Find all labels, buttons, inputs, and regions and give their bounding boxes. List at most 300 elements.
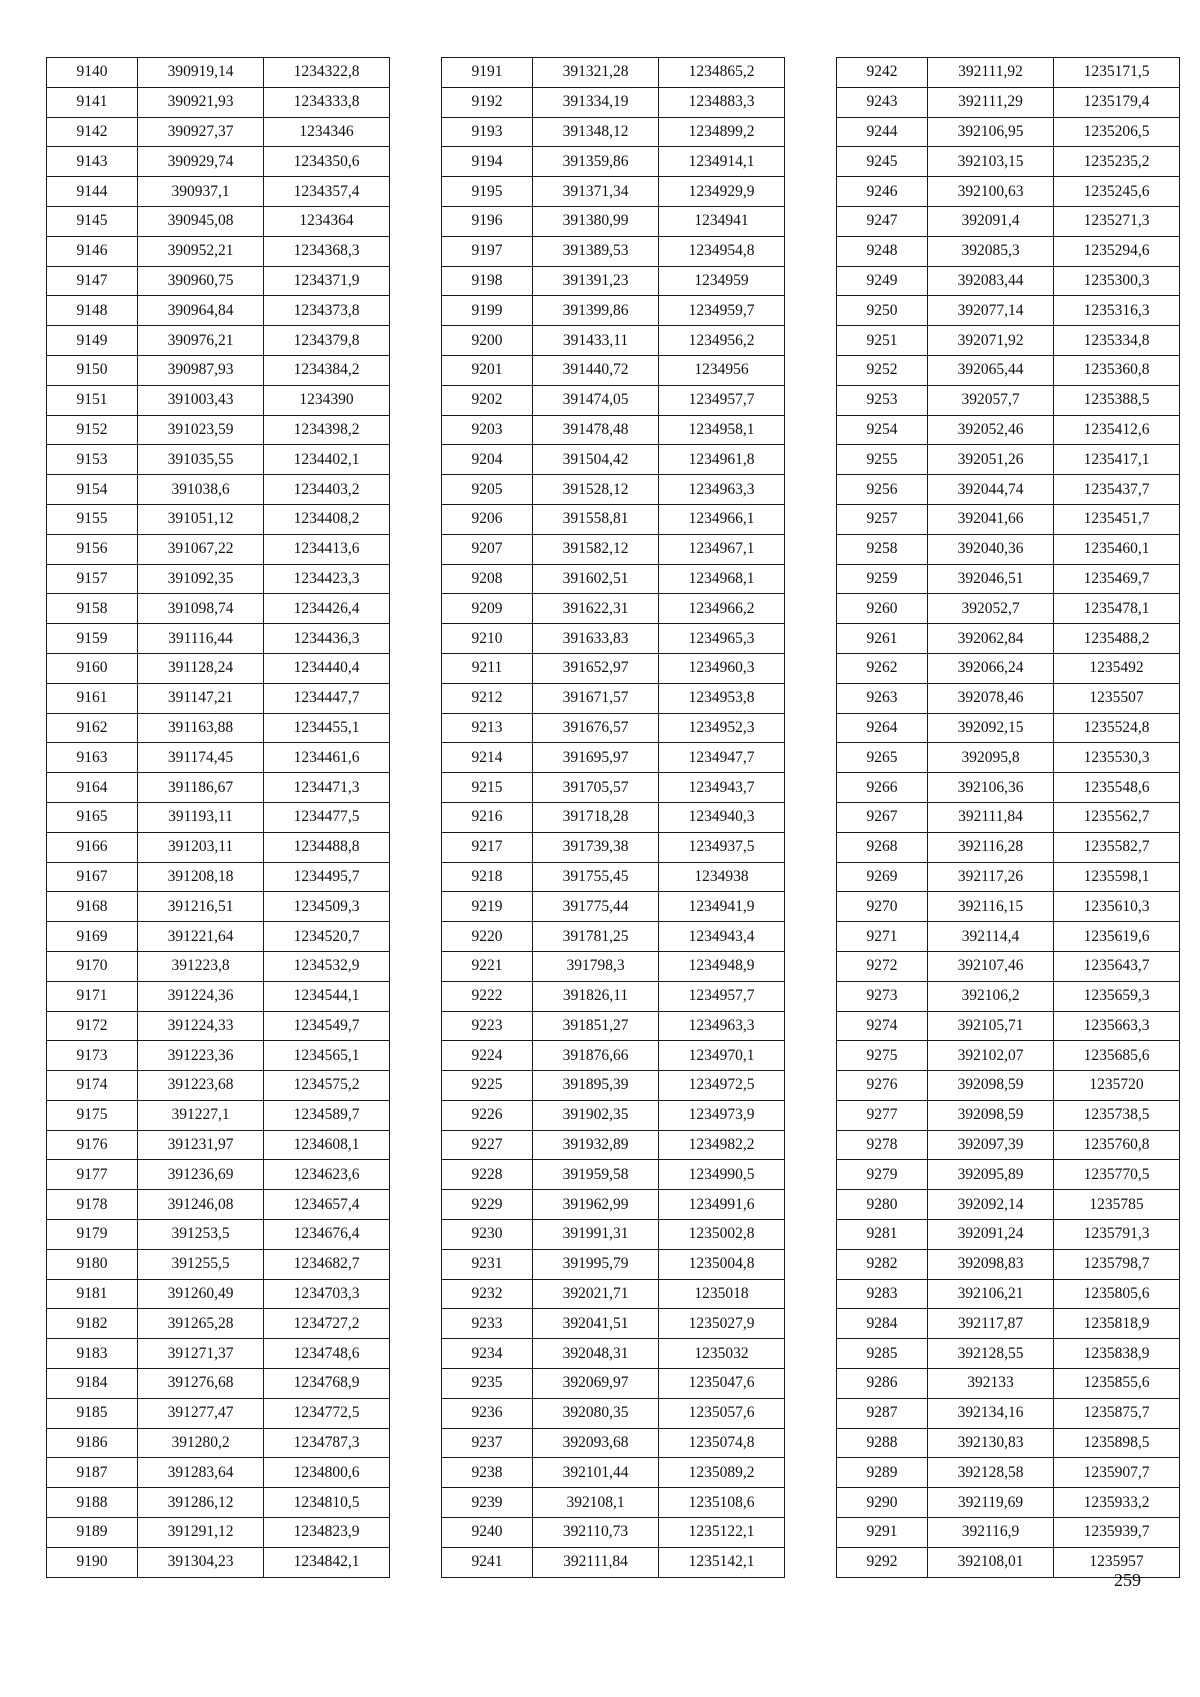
y-coordinate-cell: 1234544,1 xyxy=(264,981,390,1011)
y-coordinate-cell: 1235507 xyxy=(1054,683,1180,713)
y-coordinate-cell: 1235907,7 xyxy=(1054,1458,1180,1488)
point-number-cell: 9190 xyxy=(47,1547,138,1577)
table-row xyxy=(837,594,1180,624)
y-coordinate-cell: 1234461,6 xyxy=(264,743,390,773)
y-coordinate-cell: 1234961,8 xyxy=(659,445,785,475)
y-coordinate-cell: 1234373,8 xyxy=(264,296,390,326)
y-coordinate-cell: 1235271,3 xyxy=(1054,206,1180,236)
y-coordinate-cell: 1234565,1 xyxy=(264,1041,390,1071)
y-coordinate-cell: 1235685,6 xyxy=(1054,1041,1180,1071)
y-coordinate-cell: 1235530,3 xyxy=(1054,743,1180,773)
point-number-cell: 9160 xyxy=(47,653,138,683)
table-row xyxy=(442,683,785,713)
point-number-cell: 9171 xyxy=(47,981,138,1011)
y-coordinate-cell: 1235562,7 xyxy=(1054,802,1180,832)
table-row xyxy=(442,564,785,594)
table-row xyxy=(442,236,785,266)
y-coordinate-cell: 1234455,1 xyxy=(264,713,390,743)
point-number-cell: 9188 xyxy=(47,1488,138,1518)
y-coordinate-cell: 1235524,8 xyxy=(1054,713,1180,743)
x-coordinate-cell: 391193,11 xyxy=(138,802,264,832)
y-coordinate-cell: 1235388,5 xyxy=(1054,385,1180,415)
x-coordinate-cell: 392098,83 xyxy=(928,1249,1054,1279)
point-number-cell: 9226 xyxy=(442,1100,533,1130)
x-coordinate-cell: 391023,59 xyxy=(138,415,264,445)
table-row xyxy=(442,1339,785,1369)
y-coordinate-cell: 1234966,2 xyxy=(659,594,785,624)
point-number-cell: 9221 xyxy=(442,951,533,981)
y-coordinate-cell: 1234426,4 xyxy=(264,594,390,624)
y-coordinate-cell: 1235316,3 xyxy=(1054,296,1180,326)
table-row xyxy=(837,236,1180,266)
point-number-cell: 9233 xyxy=(442,1309,533,1339)
y-coordinate-cell: 1234954,8 xyxy=(659,236,785,266)
table-row xyxy=(442,1160,785,1190)
table-row xyxy=(47,504,390,534)
table-row xyxy=(442,1041,785,1071)
table-row xyxy=(837,177,1180,207)
x-coordinate-cell: 391705,57 xyxy=(533,773,659,803)
point-number-cell: 9264 xyxy=(837,713,928,743)
table-row xyxy=(47,1488,390,1518)
x-coordinate-cell: 392041,66 xyxy=(928,504,1054,534)
point-number-cell: 9176 xyxy=(47,1130,138,1160)
y-coordinate-cell: 1234471,3 xyxy=(264,773,390,803)
y-coordinate-cell: 1234937,5 xyxy=(659,832,785,862)
table-row xyxy=(837,1190,1180,1220)
x-coordinate-cell: 391676,57 xyxy=(533,713,659,743)
table-row xyxy=(47,296,390,326)
y-coordinate-cell: 1234575,2 xyxy=(264,1071,390,1101)
x-coordinate-cell: 392095,8 xyxy=(928,743,1054,773)
y-coordinate-cell: 1234957,7 xyxy=(659,385,785,415)
table-row xyxy=(47,355,390,385)
y-coordinate-cell: 1235245,6 xyxy=(1054,177,1180,207)
x-coordinate-cell: 391253,5 xyxy=(138,1220,264,1250)
table-row xyxy=(47,1398,390,1428)
table-row xyxy=(442,981,785,1011)
y-coordinate-cell: 1234865,2 xyxy=(659,58,785,88)
point-number-cell: 9178 xyxy=(47,1190,138,1220)
x-coordinate-cell: 392040,36 xyxy=(928,534,1054,564)
y-coordinate-cell: 1235108,6 xyxy=(659,1488,785,1518)
table-row xyxy=(442,713,785,743)
y-coordinate-cell: 1234982,2 xyxy=(659,1130,785,1160)
table-row xyxy=(442,296,785,326)
table-row xyxy=(47,87,390,117)
y-coordinate-cell: 1235004,8 xyxy=(659,1249,785,1279)
x-coordinate-cell: 391067,22 xyxy=(138,534,264,564)
x-coordinate-cell: 390921,93 xyxy=(138,87,264,117)
table-row xyxy=(837,326,1180,356)
y-coordinate-cell: 1234403,2 xyxy=(264,475,390,505)
x-coordinate-cell: 391276,68 xyxy=(138,1369,264,1399)
table-row xyxy=(837,564,1180,594)
point-number-cell: 9152 xyxy=(47,415,138,445)
point-number-cell: 9192 xyxy=(442,87,533,117)
y-coordinate-cell: 1235437,7 xyxy=(1054,475,1180,505)
x-coordinate-cell: 391223,68 xyxy=(138,1071,264,1101)
x-coordinate-cell: 392133 xyxy=(928,1369,1054,1399)
point-number-cell: 9279 xyxy=(837,1160,928,1190)
y-coordinate-cell: 1235478,1 xyxy=(1054,594,1180,624)
x-coordinate-cell: 392097,39 xyxy=(928,1130,1054,1160)
x-coordinate-cell: 391231,97 xyxy=(138,1130,264,1160)
point-number-cell: 9244 xyxy=(837,117,928,147)
y-coordinate-cell: 1234800,6 xyxy=(264,1458,390,1488)
x-coordinate-cell: 392119,69 xyxy=(928,1488,1054,1518)
point-number-cell: 9159 xyxy=(47,624,138,654)
table-row xyxy=(47,236,390,266)
y-coordinate-cell: 1234968,1 xyxy=(659,564,785,594)
y-coordinate-cell: 1234402,1 xyxy=(264,445,390,475)
point-number-cell: 9213 xyxy=(442,713,533,743)
table-row xyxy=(837,1398,1180,1428)
point-number-cell: 9257 xyxy=(837,504,928,534)
table-row xyxy=(47,415,390,445)
point-number-cell: 9247 xyxy=(837,206,928,236)
point-number-cell: 9140 xyxy=(47,58,138,88)
x-coordinate-cell: 391304,23 xyxy=(138,1547,264,1577)
x-coordinate-cell: 392116,15 xyxy=(928,892,1054,922)
table-row xyxy=(47,1339,390,1369)
x-coordinate-cell: 391359,86 xyxy=(533,147,659,177)
x-coordinate-cell: 392098,59 xyxy=(928,1100,1054,1130)
x-coordinate-cell: 392085,3 xyxy=(928,236,1054,266)
point-number-cell: 9227 xyxy=(442,1130,533,1160)
point-number-cell: 9197 xyxy=(442,236,533,266)
table-row xyxy=(837,1220,1180,1250)
table-row xyxy=(47,1428,390,1458)
point-number-cell: 9262 xyxy=(837,653,928,683)
y-coordinate-cell: 1235659,3 xyxy=(1054,981,1180,1011)
x-coordinate-cell: 391291,12 xyxy=(138,1518,264,1548)
x-coordinate-cell: 391622,31 xyxy=(533,594,659,624)
table-row xyxy=(837,1071,1180,1101)
x-coordinate-cell: 391902,35 xyxy=(533,1100,659,1130)
x-coordinate-cell: 392044,74 xyxy=(928,475,1054,505)
point-number-cell: 9156 xyxy=(47,534,138,564)
y-coordinate-cell: 1234623,6 xyxy=(264,1160,390,1190)
x-coordinate-cell: 391528,12 xyxy=(533,475,659,505)
table-row xyxy=(442,1458,785,1488)
point-number-cell: 9202 xyxy=(442,385,533,415)
y-coordinate-cell: 1234682,7 xyxy=(264,1249,390,1279)
table-row xyxy=(442,475,785,505)
table-row xyxy=(837,266,1180,296)
y-coordinate-cell: 1234350,6 xyxy=(264,147,390,177)
x-coordinate-cell: 391633,83 xyxy=(533,624,659,654)
x-coordinate-cell: 392128,58 xyxy=(928,1458,1054,1488)
x-coordinate-cell: 391203,11 xyxy=(138,832,264,862)
y-coordinate-cell: 1235206,5 xyxy=(1054,117,1180,147)
table-row xyxy=(837,981,1180,1011)
table-row xyxy=(47,624,390,654)
coordinates-table-2 xyxy=(441,57,785,1578)
point-number-cell: 9223 xyxy=(442,1011,533,1041)
y-coordinate-cell: 1234960,3 xyxy=(659,653,785,683)
point-number-cell: 9195 xyxy=(442,177,533,207)
table-row xyxy=(442,1309,785,1339)
table-row xyxy=(442,58,785,88)
point-number-cell: 9254 xyxy=(837,415,928,445)
point-number-cell: 9177 xyxy=(47,1160,138,1190)
x-coordinate-cell: 392106,95 xyxy=(928,117,1054,147)
x-coordinate-cell: 391474,05 xyxy=(533,385,659,415)
point-number-cell: 9216 xyxy=(442,802,533,832)
table-row xyxy=(837,385,1180,415)
y-coordinate-cell: 1234957,7 xyxy=(659,981,785,1011)
table-row xyxy=(442,415,785,445)
point-number-cell: 9292 xyxy=(837,1547,928,1577)
point-number-cell: 9237 xyxy=(442,1428,533,1458)
point-number-cell: 9268 xyxy=(837,832,928,862)
table-row xyxy=(837,743,1180,773)
table-row xyxy=(442,326,785,356)
y-coordinate-cell: 1234549,7 xyxy=(264,1011,390,1041)
x-coordinate-cell: 392098,59 xyxy=(928,1071,1054,1101)
x-coordinate-cell: 390987,93 xyxy=(138,355,264,385)
point-number-cell: 9174 xyxy=(47,1071,138,1101)
x-coordinate-cell: 390927,37 xyxy=(138,117,264,147)
table-row xyxy=(47,1160,390,1190)
x-coordinate-cell: 390960,75 xyxy=(138,266,264,296)
y-coordinate-cell: 1234520,7 xyxy=(264,922,390,952)
point-number-cell: 9291 xyxy=(837,1518,928,1548)
table-row xyxy=(837,1100,1180,1130)
point-number-cell: 9258 xyxy=(837,534,928,564)
y-coordinate-cell: 1234509,3 xyxy=(264,892,390,922)
point-number-cell: 9283 xyxy=(837,1279,928,1309)
point-number-cell: 9234 xyxy=(442,1339,533,1369)
table-row xyxy=(47,1130,390,1160)
x-coordinate-cell: 391798,3 xyxy=(533,951,659,981)
x-coordinate-cell: 392052,46 xyxy=(928,415,1054,445)
y-coordinate-cell: 1235663,3 xyxy=(1054,1011,1180,1041)
table-row xyxy=(47,147,390,177)
point-number-cell: 9282 xyxy=(837,1249,928,1279)
point-number-cell: 9289 xyxy=(837,1458,928,1488)
table-row xyxy=(442,922,785,952)
x-coordinate-cell: 392108,01 xyxy=(928,1547,1054,1577)
point-number-cell: 9161 xyxy=(47,683,138,713)
y-coordinate-cell: 1235738,5 xyxy=(1054,1100,1180,1130)
point-number-cell: 9288 xyxy=(837,1428,928,1458)
y-coordinate-cell: 1234322,8 xyxy=(264,58,390,88)
x-coordinate-cell: 391959,58 xyxy=(533,1160,659,1190)
y-coordinate-cell: 1234589,7 xyxy=(264,1100,390,1130)
table-row xyxy=(442,206,785,236)
y-coordinate-cell: 1235294,6 xyxy=(1054,236,1180,266)
table-row xyxy=(837,206,1180,236)
y-coordinate-cell: 1235760,8 xyxy=(1054,1130,1180,1160)
point-number-cell: 9204 xyxy=(442,445,533,475)
y-coordinate-cell: 1235089,2 xyxy=(659,1458,785,1488)
table-row xyxy=(837,504,1180,534)
y-coordinate-cell: 1235171,5 xyxy=(1054,58,1180,88)
y-coordinate-cell: 1234970,1 xyxy=(659,1041,785,1071)
y-coordinate-cell: 1234379,8 xyxy=(264,326,390,356)
x-coordinate-cell: 391389,53 xyxy=(533,236,659,266)
x-coordinate-cell: 392048,31 xyxy=(533,1339,659,1369)
y-coordinate-cell: 1235933,2 xyxy=(1054,1488,1180,1518)
point-number-cell: 9170 xyxy=(47,951,138,981)
x-coordinate-cell: 392091,4 xyxy=(928,206,1054,236)
point-number-cell: 9194 xyxy=(442,147,533,177)
coordinates-table-3 xyxy=(836,57,1180,1578)
point-number-cell: 9285 xyxy=(837,1339,928,1369)
table-row xyxy=(47,1547,390,1577)
y-coordinate-cell: 1234956,2 xyxy=(659,326,785,356)
y-coordinate-cell: 1235598,1 xyxy=(1054,862,1180,892)
y-coordinate-cell: 1234991,6 xyxy=(659,1190,785,1220)
x-coordinate-cell: 391558,81 xyxy=(533,504,659,534)
x-coordinate-cell: 391221,64 xyxy=(138,922,264,952)
y-coordinate-cell: 1235300,3 xyxy=(1054,266,1180,296)
point-number-cell: 9146 xyxy=(47,236,138,266)
point-number-cell: 9175 xyxy=(47,1100,138,1130)
table-row xyxy=(442,892,785,922)
y-coordinate-cell: 1235770,5 xyxy=(1054,1160,1180,1190)
y-coordinate-cell: 1234364 xyxy=(264,206,390,236)
point-number-cell: 9158 xyxy=(47,594,138,624)
point-number-cell: 9273 xyxy=(837,981,928,1011)
x-coordinate-cell: 391478,48 xyxy=(533,415,659,445)
x-coordinate-cell: 390976,21 xyxy=(138,326,264,356)
y-coordinate-cell: 1234883,3 xyxy=(659,87,785,117)
x-coordinate-cell: 392111,84 xyxy=(533,1547,659,1577)
x-coordinate-cell: 391826,11 xyxy=(533,981,659,1011)
table-row xyxy=(837,415,1180,445)
table-row xyxy=(442,624,785,654)
point-number-cell: 9141 xyxy=(47,87,138,117)
x-coordinate-cell: 392069,97 xyxy=(533,1369,659,1399)
table-row xyxy=(47,564,390,594)
x-coordinate-cell: 391035,55 xyxy=(138,445,264,475)
table-row xyxy=(442,1547,785,1577)
table-row xyxy=(837,1369,1180,1399)
point-number-cell: 9219 xyxy=(442,892,533,922)
point-number-cell: 9287 xyxy=(837,1398,928,1428)
x-coordinate-cell: 392107,46 xyxy=(928,951,1054,981)
x-coordinate-cell: 391399,86 xyxy=(533,296,659,326)
y-coordinate-cell: 1234495,7 xyxy=(264,862,390,892)
point-number-cell: 9281 xyxy=(837,1220,928,1250)
y-coordinate-cell: 1234787,3 xyxy=(264,1428,390,1458)
y-coordinate-cell: 1235032 xyxy=(659,1339,785,1369)
table-row xyxy=(47,1309,390,1339)
y-coordinate-cell: 1234447,7 xyxy=(264,683,390,713)
table-row xyxy=(837,147,1180,177)
point-number-cell: 9173 xyxy=(47,1041,138,1071)
point-number-cell: 9200 xyxy=(442,326,533,356)
x-coordinate-cell: 392071,92 xyxy=(928,326,1054,356)
table-row xyxy=(837,802,1180,832)
point-number-cell: 9201 xyxy=(442,355,533,385)
x-coordinate-cell: 391433,11 xyxy=(533,326,659,356)
point-number-cell: 9277 xyxy=(837,1100,928,1130)
table-row xyxy=(47,1458,390,1488)
x-coordinate-cell: 391098,74 xyxy=(138,594,264,624)
y-coordinate-cell: 1235018 xyxy=(659,1279,785,1309)
x-coordinate-cell: 391051,12 xyxy=(138,504,264,534)
table-row xyxy=(47,177,390,207)
y-coordinate-cell: 1234943,7 xyxy=(659,773,785,803)
x-coordinate-cell: 391227,1 xyxy=(138,1100,264,1130)
x-coordinate-cell: 392051,26 xyxy=(928,445,1054,475)
point-number-cell: 9236 xyxy=(442,1398,533,1428)
x-coordinate-cell: 391851,27 xyxy=(533,1011,659,1041)
point-number-cell: 9212 xyxy=(442,683,533,713)
y-coordinate-cell: 1234973,9 xyxy=(659,1100,785,1130)
table-row xyxy=(442,832,785,862)
point-number-cell: 9143 xyxy=(47,147,138,177)
x-coordinate-cell: 391208,18 xyxy=(138,862,264,892)
y-coordinate-cell: 1235818,9 xyxy=(1054,1309,1180,1339)
point-number-cell: 9263 xyxy=(837,683,928,713)
table-row xyxy=(47,1220,390,1250)
y-coordinate-cell: 1234959,7 xyxy=(659,296,785,326)
y-coordinate-cell: 1235074,8 xyxy=(659,1428,785,1458)
table-row xyxy=(442,1518,785,1548)
table-row xyxy=(442,951,785,981)
y-coordinate-cell: 1235957 xyxy=(1054,1547,1180,1577)
table-row xyxy=(47,326,390,356)
point-number-cell: 9220 xyxy=(442,922,533,952)
x-coordinate-cell: 390952,21 xyxy=(138,236,264,266)
table-row xyxy=(442,177,785,207)
point-number-cell: 9275 xyxy=(837,1041,928,1071)
table-row xyxy=(837,653,1180,683)
x-coordinate-cell: 391280,2 xyxy=(138,1428,264,1458)
table-row xyxy=(47,951,390,981)
x-coordinate-cell: 391348,12 xyxy=(533,117,659,147)
x-coordinate-cell: 391695,97 xyxy=(533,743,659,773)
table-row xyxy=(47,773,390,803)
y-coordinate-cell: 1235360,8 xyxy=(1054,355,1180,385)
y-coordinate-cell: 1234488,8 xyxy=(264,832,390,862)
x-coordinate-cell: 391116,44 xyxy=(138,624,264,654)
x-coordinate-cell: 391991,31 xyxy=(533,1220,659,1250)
x-coordinate-cell: 392110,73 xyxy=(533,1518,659,1548)
x-coordinate-cell: 391739,38 xyxy=(533,832,659,862)
table-row xyxy=(47,1011,390,1041)
point-number-cell: 9230 xyxy=(442,1220,533,1250)
x-coordinate-cell: 391652,97 xyxy=(533,653,659,683)
table-row xyxy=(442,1220,785,1250)
point-number-cell: 9157 xyxy=(47,564,138,594)
point-number-cell: 9169 xyxy=(47,922,138,952)
point-number-cell: 9210 xyxy=(442,624,533,654)
table-row xyxy=(47,713,390,743)
table-row xyxy=(47,58,390,88)
y-coordinate-cell: 1235460,1 xyxy=(1054,534,1180,564)
y-coordinate-cell: 1235002,8 xyxy=(659,1220,785,1250)
point-number-cell: 9239 xyxy=(442,1488,533,1518)
table-row xyxy=(837,683,1180,713)
table-row xyxy=(442,385,785,415)
y-coordinate-cell: 1234727,2 xyxy=(264,1309,390,1339)
table-row xyxy=(442,1249,785,1279)
point-number-cell: 9189 xyxy=(47,1518,138,1548)
point-number-cell: 9193 xyxy=(442,117,533,147)
point-number-cell: 9181 xyxy=(47,1279,138,1309)
point-number-cell: 9252 xyxy=(837,355,928,385)
x-coordinate-cell: 392095,89 xyxy=(928,1160,1054,1190)
y-coordinate-cell: 1234390 xyxy=(264,385,390,415)
x-coordinate-cell: 392093,68 xyxy=(533,1428,659,1458)
point-number-cell: 9144 xyxy=(47,177,138,207)
